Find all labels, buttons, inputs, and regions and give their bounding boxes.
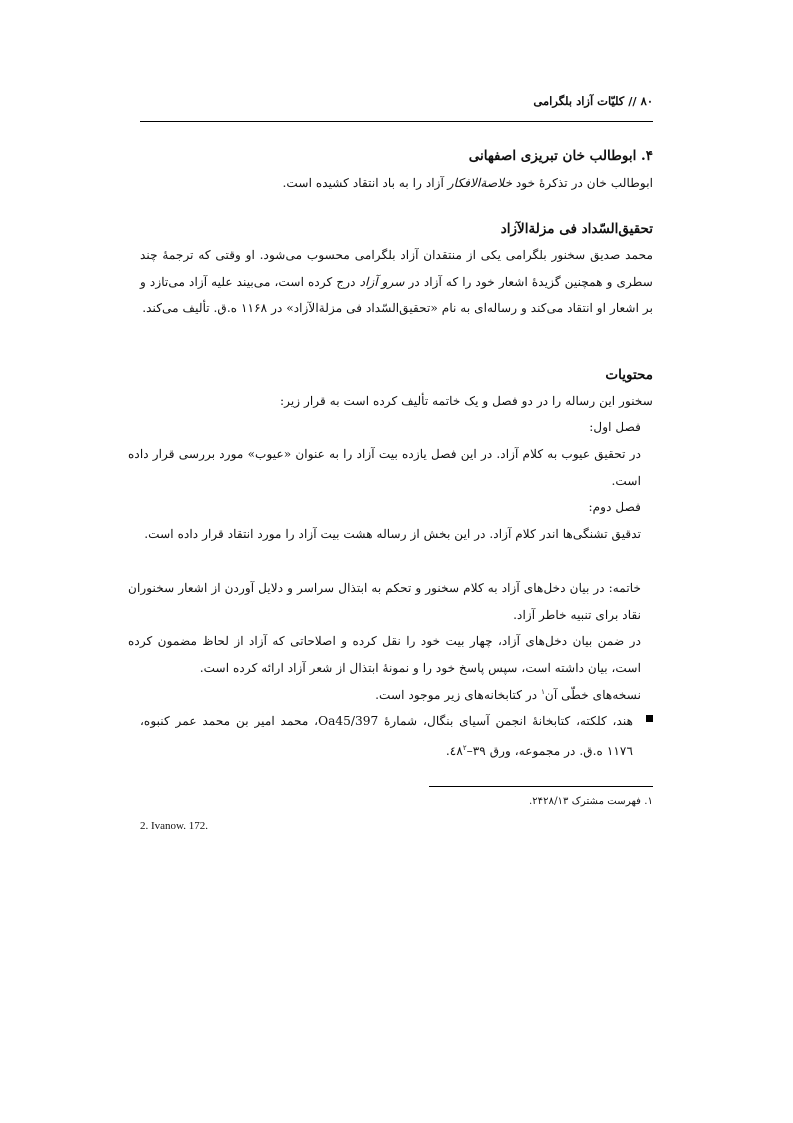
header-rule: [140, 121, 653, 122]
chapter1-text: در تحقیق عیوب به کلام آزاد. در این فصل یازده بیت آزاد را به عنوان «عیوب» مورد بررسی قرار داده است.: [128, 447, 641, 488]
conclusion-text: خاتمه: در بیان دخل‌های آزاد به کلام سخنور و تحکم به ابتذال سراسر و دلایل آوردن از اشعار سخنوران نقاد برای تنبیه خاطر آزاد.: [128, 581, 641, 622]
chapter2-label: فصل دوم:: [588, 500, 641, 514]
footnote-rule: [429, 786, 653, 787]
abutaleb-book-title: خلاصةالافکار: [447, 176, 512, 190]
tahqiq-text-1: محمد صدیق سخنور بلگرامی یکی از منتقدان آزاد بلگرامی محسوب می‌شود. او وقتی که ترجمهٔ چند سطری و همچنین گزیدهٔ اشعار خود را که آزاد در: [140, 248, 653, 289]
running-header: ۸۰ // کلیّات آزاد بلگرامی: [533, 94, 653, 108]
chapter2-text: تدقیق تشنگی‌ها اندر کلام آزاد. در این بخش از رساله هشت بیت آزاد را مورد انتقاد قرار داده است.: [144, 527, 641, 541]
section-heading-tahqiq: تحقیق‌السّداد فی مزلة‌الآزاد: [500, 221, 653, 237]
chapter1-label: فصل اول:: [589, 420, 641, 434]
footnote-2: 2. Ivanow. 172.: [140, 820, 209, 832]
manuscript-entry-end: .: [445, 743, 450, 758]
tahqiq-italic-title: سرو آزاد: [359, 274, 405, 289]
section-heading-abutaleb: ۴. ابوطالب خان تبریزی اصفهانی: [468, 148, 653, 164]
manuscripts-line: [128, 688, 653, 702]
abutaleb-paragraph: [140, 176, 653, 190]
bullet-square-icon: [646, 715, 653, 722]
manuscript-entry-text: هند، کلکته، کتابخانهٔ انجمن آسیای بنگال، شمارهٔ 397/Oa45، محمد امیر بن محمد عمر کنبوه، ۱۱۷٦ ه‌.ق. در مجموعه، ورق ۳۹–٤۸: [140, 714, 633, 758]
manuscript-list-item: [140, 708, 653, 764]
tahqiq-text-2: درج کرده است، می‌بیند علیه آزاد می‌تازد و بر اشعار او انتقاد می‌کند و رساله‌ای به نام «تحقیق‌السّداد فی مزلة‌الآزاد» در ۱۱۶۸ ه‌.ق. تألیف می‌کند.: [140, 274, 653, 315]
footnote-ref-1[interactable]: ۱: [541, 688, 545, 696]
footnote-1: ۱. فهرست مشترک ۲۴۲۸/۱۳.: [528, 796, 653, 807]
additions-paragraph: در ضمن بیان دخل‌های آزاد، چهار بیت خود را نقل کرده و اصلاحاتی که آزاد از لحاظ مضمون کرده است، بیان داشته است، سپس پاسخ خود را و نمونهٔ ابتذال از شعر آزاد ارائه کرده است.: [128, 634, 641, 675]
abutaleb-text-before: ابوطالب خان در تذکرهٔ خود: [511, 176, 653, 190]
manuscripts-text-2: در کتابخانه‌های زیر موجود است.: [375, 688, 542, 703]
manuscript-entry: [140, 708, 653, 764]
manuscripts-text-1: نسخه‌های خطّی آن: [544, 688, 641, 703]
section-heading-contents: محتویات: [605, 367, 653, 383]
footnote-ref-2[interactable]: ۲: [462, 743, 467, 752]
contents-intro: سخنور این رساله را در دو فصل و یک خاتمه تألیف کرده است به قرار زیر:: [280, 394, 653, 408]
abutaleb-text-after: آزاد را به باد انتقاد کشیده است.: [282, 176, 448, 190]
tahqiq-paragraph: [140, 242, 653, 322]
